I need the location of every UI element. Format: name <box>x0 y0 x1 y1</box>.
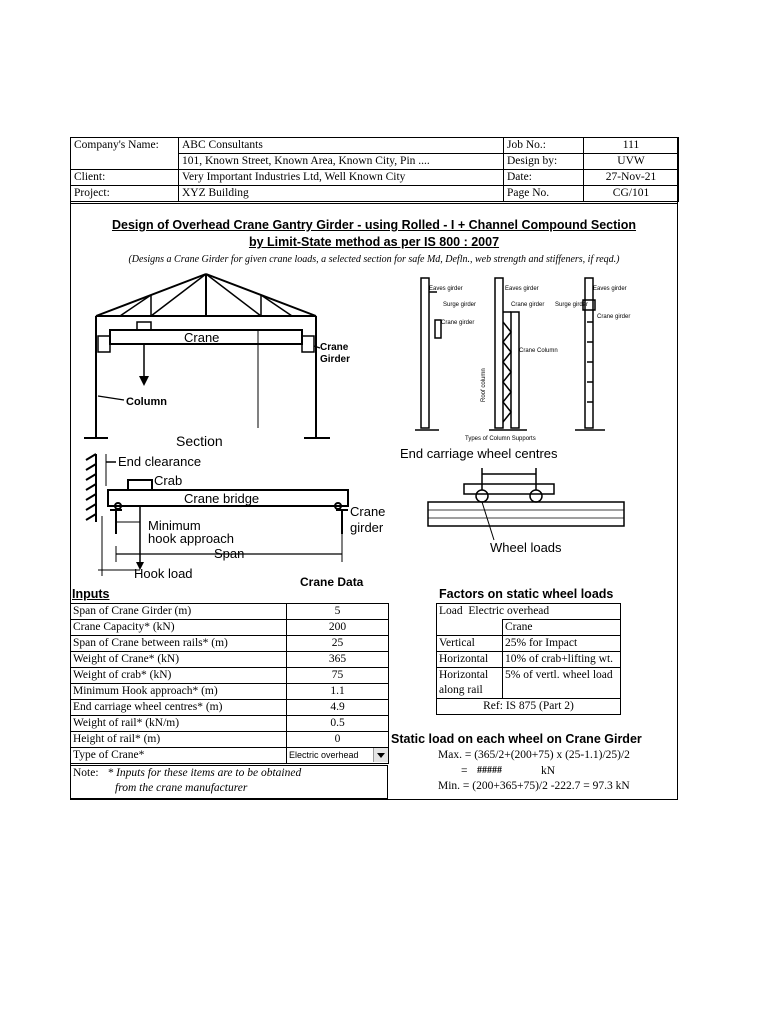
design-value[interactable]: UVW <box>584 154 679 170</box>
title-line2: by Limit-State method as per IS 800 : 2007 <box>248 235 500 249</box>
page-value[interactable]: CG/101 <box>584 186 679 202</box>
input-row <box>71 684 389 700</box>
dropdown-arrow-icon[interactable] <box>373 748 388 762</box>
factors-heading: Factors on static wheel loads <box>439 587 614 601</box>
input-label: Weight of crab* (kN) <box>71 668 287 684</box>
fig-column-supports-caption: Types of Column Supports <box>465 436 536 442</box>
factors-col-head2: Crane <box>503 620 621 636</box>
input-row <box>71 700 389 716</box>
input-value[interactable]: 0.5 <box>287 716 389 732</box>
column-supports-figure <box>415 272 640 444</box>
static-load-unit: kN <box>541 765 556 777</box>
factors-ref: Ref: IS 875 (Part 2) <box>437 699 621 715</box>
input-value[interactable]: 75 <box>287 668 389 684</box>
fig-crane-bridge: Crane bridge <box>184 491 260 506</box>
design-label: Design by: <box>504 154 584 170</box>
vertical-label: Vertical <box>437 636 503 652</box>
fig-hook-load: Hook load <box>134 566 193 581</box>
project-label: Project: <box>71 186 179 202</box>
fig-surge-girder-a: Surge girder <box>443 302 477 308</box>
fig-section-label: Section <box>176 433 223 448</box>
input-value[interactable]: 365 <box>287 652 389 668</box>
input-row <box>71 732 389 748</box>
input-label: Weight of Crane* (kN) <box>71 652 287 668</box>
factors-blank <box>437 620 503 636</box>
input-label: Span of Crane between rails* (m) <box>71 636 287 652</box>
input-row <box>71 604 389 620</box>
fig-eaves-girder-c: Eaves girder <box>593 286 627 292</box>
project-value[interactable]: XYZ Building <box>179 186 504 202</box>
fig-eaves-girder-b: Eaves girder <box>505 286 539 292</box>
crane-section-figure <box>80 450 400 590</box>
fig-crane-column: Crane Column <box>519 348 558 354</box>
subtitle: (Designs a Crane Girder for given crane loads, a selected section for safe Md, Defln., web strength and stiffeners, if reqd.) <box>128 254 620 265</box>
fig-end-clearance: End clearance <box>118 454 202 469</box>
fig-crane-girder-a: Crane girder <box>441 320 475 326</box>
static-load-eq: = <box>461 765 468 777</box>
input-value[interactable]: 5 <box>287 604 389 620</box>
fig-min-hook-2: hook approach <box>148 531 235 546</box>
date-value[interactable]: 27-Nov-21 <box>584 170 679 186</box>
company-label-cont <box>71 154 179 170</box>
input-value[interactable]: 1.1 <box>287 684 389 700</box>
fig-span: Span <box>214 546 245 561</box>
static-load-hash: ##### <box>477 765 502 776</box>
input-row <box>71 636 389 652</box>
portal-frame-figure <box>80 268 350 448</box>
job-label: Job No.: <box>504 138 584 154</box>
input-label: Crane Capacity* (kN) <box>71 620 287 636</box>
header-table <box>70 137 679 202</box>
horizontal-along-label-2: along rail <box>437 683 503 699</box>
note-line1: * Inputs for these items are to be obtained <box>107 767 302 779</box>
fig-crane-girder-label-2: Girder <box>320 354 350 365</box>
input-row <box>71 652 389 668</box>
horizontal-label: Horizontal <box>437 652 503 668</box>
crane-type-label: Type of Crane* <box>71 748 287 764</box>
note-prefix: Note: <box>73 767 99 779</box>
company-address[interactable]: 101, Known Street, Known Area, Known City, Pin .... <box>179 154 504 170</box>
load-label: Load <box>439 605 463 617</box>
fig-eaves-girder-a: Eaves girder <box>429 286 463 292</box>
client-value[interactable]: Very Important Industries Ltd, Well Known City <box>179 170 504 186</box>
static-load-max: Max. = (365/2+(200+75) x (25-1.1)/25)/2 <box>438 749 630 761</box>
input-label: Weight of rail* (kN/m) <box>71 716 287 732</box>
input-label: End carriage wheel centres* (m) <box>71 700 287 716</box>
fig-min-hook-1: Minimum <box>148 518 201 533</box>
fig-column-label: Column <box>126 396 167 408</box>
end-carriage-figure <box>398 444 638 559</box>
input-value[interactable]: 0 <box>287 732 389 748</box>
static-load-min: Min. = (200+365+75)/2 -222.7 = 97.3 kN <box>438 780 630 792</box>
input-value[interactable]: 200 <box>287 620 389 636</box>
date-label: Date: <box>504 170 584 186</box>
crane-type-select[interactable] <box>287 748 389 764</box>
fig-wheel-loads: Wheel loads <box>490 540 562 555</box>
page-label: Page No. <box>504 186 584 202</box>
static-load-heading: Static load on each wheel on Crane Girder <box>391 732 642 746</box>
title-line1: Design of Overhead Crane Gantry Girder - using Rolled - I + Channel Compound Section <box>111 218 637 232</box>
job-value[interactable]: 111 <box>584 138 679 154</box>
inputs-note <box>70 765 388 799</box>
client-label: Client: <box>71 170 179 186</box>
fig-surge-girder-c: Surge girder <box>555 302 589 308</box>
fig-crane-girder-b: Crane girder <box>511 302 545 308</box>
fig-crane-girder-label-1: Crane <box>320 342 349 353</box>
input-row <box>71 620 389 636</box>
input-label: Span of Crane Girder (m) <box>71 604 287 620</box>
fig-crane-data: Crane Data <box>300 575 364 589</box>
inputs-heading: Inputs <box>72 587 110 601</box>
input-label: Minimum Hook approach* (m) <box>71 684 287 700</box>
input-row <box>71 716 389 732</box>
fig-crab: Crab <box>154 473 183 488</box>
input-value[interactable]: 4.9 <box>287 700 389 716</box>
fig-crane-label: Crane <box>184 330 220 345</box>
crane-type-value: Electric overhead <box>289 750 359 760</box>
company-label: Company's Name: <box>71 138 179 154</box>
factors-col-head1: Electric overhead <box>468 605 550 617</box>
fig-end-carriage: End carriage wheel centres <box>400 446 558 461</box>
horizontal-along-label-1: Horizontal <box>437 668 503 684</box>
fig-crane-girder-c: Crane girder <box>597 314 631 320</box>
vertical-value: 25% for Impact <box>503 636 621 652</box>
fig-crane-girder2-1: Crane <box>350 504 386 519</box>
note-line2: from the crane manufacturer <box>115 782 248 794</box>
fig-roof-column: Roof column <box>481 368 487 402</box>
horizontal-value: 10% of crab+lifting wt. <box>503 652 621 668</box>
factors-table <box>436 603 621 715</box>
factors-header-row <box>437 604 621 620</box>
input-row <box>71 668 389 684</box>
header-separator <box>70 203 678 204</box>
inputs-table <box>70 603 389 764</box>
fig-crane-girder2-2: girder <box>350 520 384 535</box>
company-name[interactable]: ABC Consultants <box>179 138 504 154</box>
input-label: Height of rail* (m) <box>71 732 287 748</box>
input-value[interactable]: 25 <box>287 636 389 652</box>
horizontal-along-value: 5% of vertl. wheel load <box>503 668 621 699</box>
